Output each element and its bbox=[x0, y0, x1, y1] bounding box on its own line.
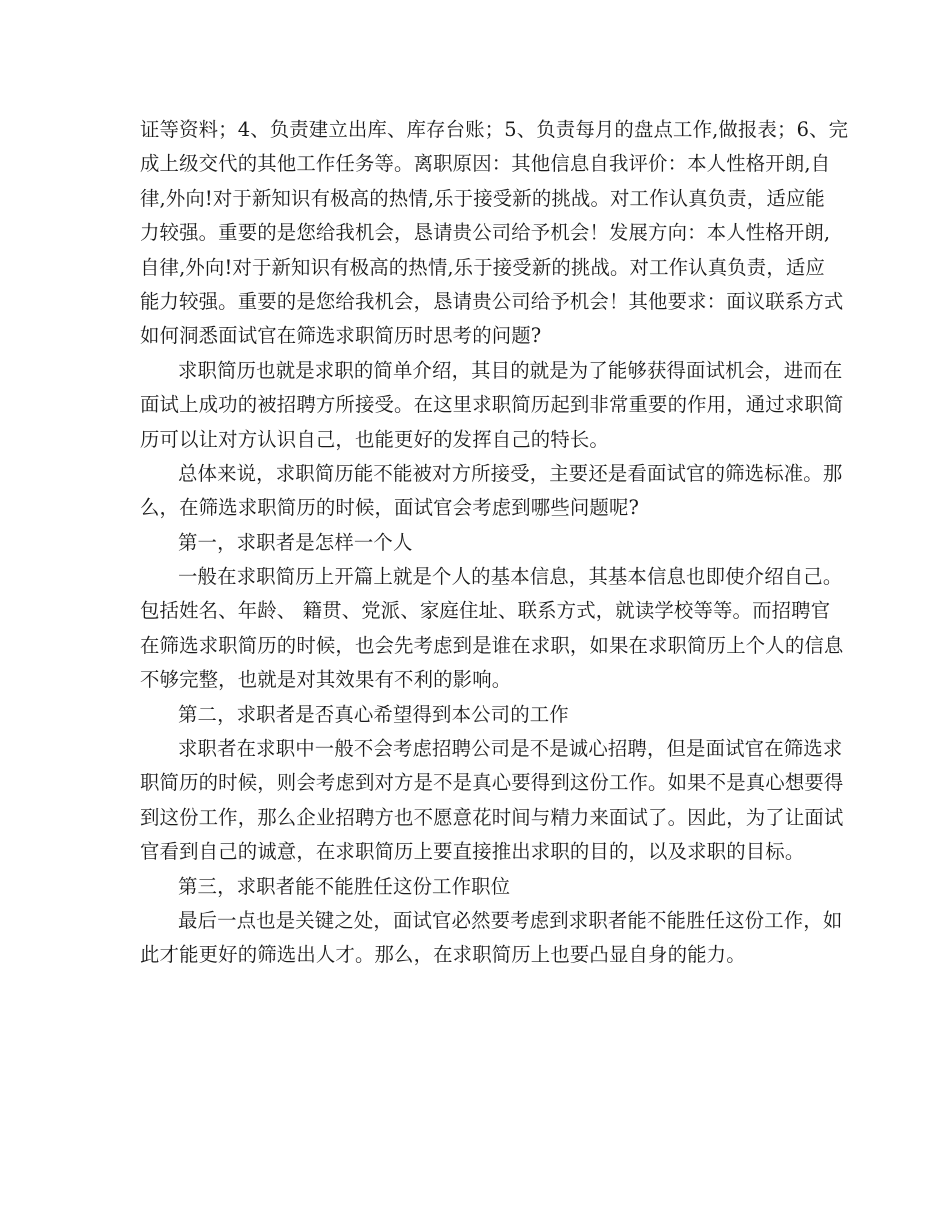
text-line: 求职简历也就是求职的简单介绍，其目的就是为了能够获得面试机会，进而在 bbox=[178, 358, 843, 382]
text-line: 历可以让对方认识自己，也能更好的发挥自己的特长。 bbox=[140, 427, 609, 451]
text-line: 力较强。重要的是您给我机会，恳请贵公司给予机会！发展方向：本人性格开朗, bbox=[140, 221, 831, 245]
text-line: 律,外向!对于新知识有极高的热情,乐于接受新的挑战。对工作认真负责，适应能 bbox=[140, 186, 825, 210]
text-line: 成上级交代的其他工作任务等。离职原因：其他信息自我评价：本人性格开朗,自 bbox=[140, 152, 831, 176]
text-line: 此才能更好的筛选出人才。那么，在求职简历上也要凸显自身的能力。 bbox=[140, 943, 746, 967]
text-line: 证等资料；4、负责建立出库、库存台账；5、负责每月的盘点工作,做报表；6、完 bbox=[140, 118, 849, 141]
text-line: 能力较强。重要的是您给我机会，恳请贵公司给予机会！其他要求：面议联系方式 bbox=[140, 289, 844, 313]
text-line: 么，在筛选求职简历的时候，面试官会考虑到哪些问题呢? bbox=[140, 496, 640, 520]
text-line: 最后一点也是关键之处，面试官必然要考虑到求职者能不能胜任这份工作，如 bbox=[178, 908, 843, 932]
text-line: 在筛选求职简历的时候，也会先考虑到是谁在求职，如果在求职简历上个人的信息 bbox=[140, 633, 844, 657]
text-line: 第二，求职者是否真心希望得到本公司的工作 bbox=[178, 702, 569, 726]
text-line: 包括姓名、年龄、 籍贯、党派、家庭住址、联系方式，就读学校等等。而招聘官 bbox=[140, 599, 831, 623]
document-body bbox=[140, 113, 849, 973]
text-line: 如何洞悉面试官在筛选求职简历时思考的问题? bbox=[140, 324, 542, 348]
text-line: 面试上成功的被招聘方所接受。在这里求职简历起到非常重要的作用，通过求职简 bbox=[140, 393, 844, 417]
text-line: 到这份工作，那么企业招聘方也不愿意花时间与精力来面试了。因此，为了让面试 bbox=[140, 805, 844, 829]
text-line: 总体来说，求职简历能不能被对方所接受，主要还是看面试官的筛选标准。那 bbox=[178, 461, 843, 485]
text-line: 职简历的时候，则会考虑到对方是不是真心要得到这份工作。如果不是真心想要得 bbox=[140, 771, 844, 795]
text-line: 求职者在求职中一般不会考虑招聘公司是不是诚心招聘，但是面试官在筛选求 bbox=[178, 737, 843, 761]
text-line: 第三，求职者能不能胜任这份工作职位 bbox=[178, 874, 511, 898]
text-line: 第一，求职者是怎样一个人 bbox=[178, 530, 413, 554]
text-line: 不够完整，也就是对其效果有不利的影响。 bbox=[140, 668, 512, 692]
text-line: 一般在求职简历上开篇上就是个人的基本信息，其基本信息也即使介绍自己。 bbox=[178, 565, 843, 589]
text-line: 官看到自己的诚意，在求职简历上要直接推出求职的目的，以及求职的目标。 bbox=[140, 840, 805, 864]
text-line: 自律,外向!对于新知识有极高的热情,乐于接受新的挑战。对工作认真负责，适应 bbox=[140, 255, 825, 279]
